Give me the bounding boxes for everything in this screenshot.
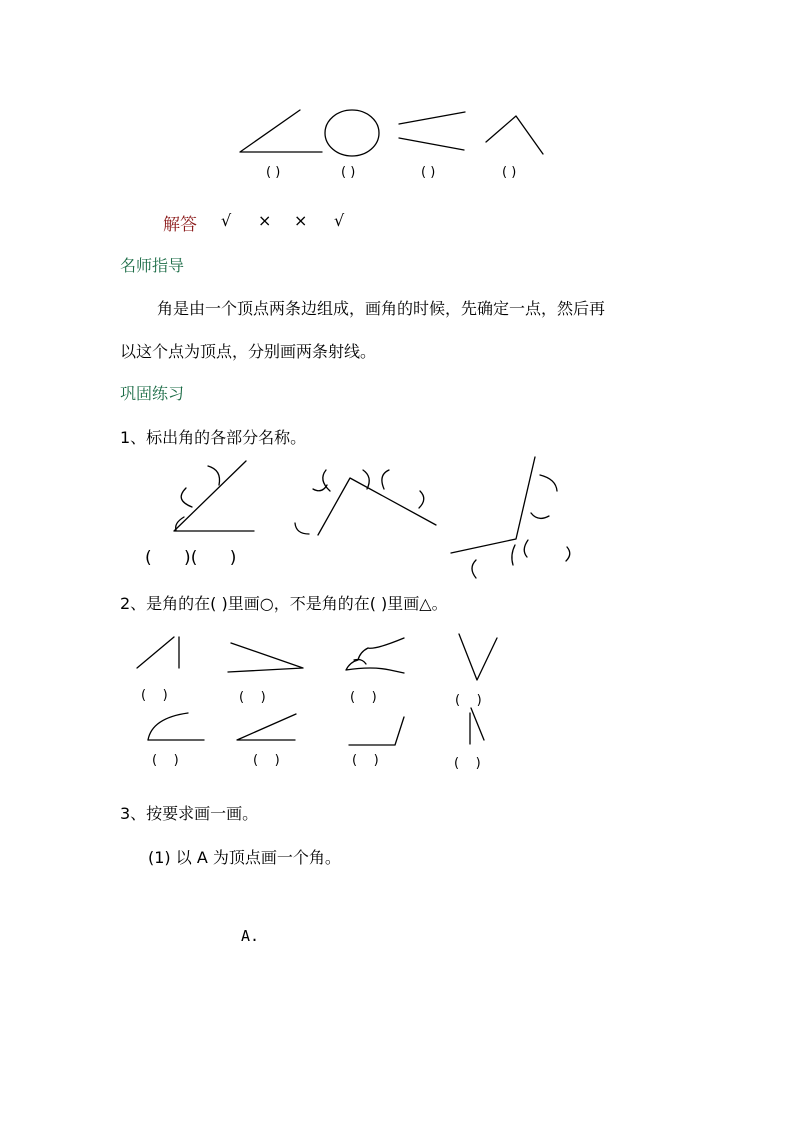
q1-text: 1、标出角的各部分名称。: [120, 428, 307, 447]
q2-blank-8[interactable]: ( ): [454, 756, 481, 771]
q2-blank-7[interactable]: ( ): [352, 753, 379, 768]
q2-fig6-angle: [237, 714, 296, 740]
answer-mark-1: √: [221, 211, 232, 230]
q3-sub1: (1) 以 A 为顶点画一个角。: [148, 848, 341, 867]
q2-fig3-detail: [354, 660, 366, 665]
q2-blank-6[interactable]: ( ): [253, 753, 280, 768]
q2-fig3-curve: [346, 638, 404, 673]
q2-fig4-angle: [459, 634, 497, 680]
blank-top-4[interactable]: ( ): [502, 165, 517, 180]
blank-top-1[interactable]: ( ): [266, 165, 281, 180]
answer-mark-3: ×: [294, 211, 308, 230]
q2-blank-4[interactable]: ( ): [455, 693, 482, 708]
q2-blank-5[interactable]: ( ): [152, 753, 179, 768]
blank-top-2[interactable]: ( ): [341, 165, 356, 180]
blank-top-3[interactable]: ( ): [421, 165, 436, 180]
practice-heading: 巩固练习: [120, 384, 185, 403]
q2-fig5-curve: [148, 713, 188, 740]
q2-fig1-line-a: [137, 637, 174, 668]
answer-label: 解答: [163, 215, 197, 235]
q2-fig8-line-a: [471, 708, 484, 740]
q2-blank-1[interactable]: ( ): [141, 688, 168, 703]
answer-mark-4: √: [334, 211, 345, 230]
q3-text: 3、按要求画一画。: [120, 804, 259, 823]
q2-blank-3[interactable]: ( ): [350, 690, 377, 705]
guidance-line-1: 角是由一个顶点两条边组成，画角的时候，先确定一点，然后再: [157, 299, 606, 318]
q2-text: 2、是角的在( )里画○，不是角的在( )里画△。: [120, 594, 448, 613]
guidance-line-2: 以这个点为顶点，分别画两条射线。: [120, 342, 377, 361]
answer-mark-2: ×: [258, 211, 272, 230]
guidance-heading: 名师指导: [120, 256, 185, 275]
q2-fig2-angle: [228, 643, 303, 672]
q2-blank-2[interactable]: ( ): [239, 690, 266, 705]
q1-blank[interactable]: ( )( ): [145, 548, 237, 568]
q2-fig7-angle: [349, 717, 404, 745]
q3-point-a: A.: [241, 927, 260, 945]
